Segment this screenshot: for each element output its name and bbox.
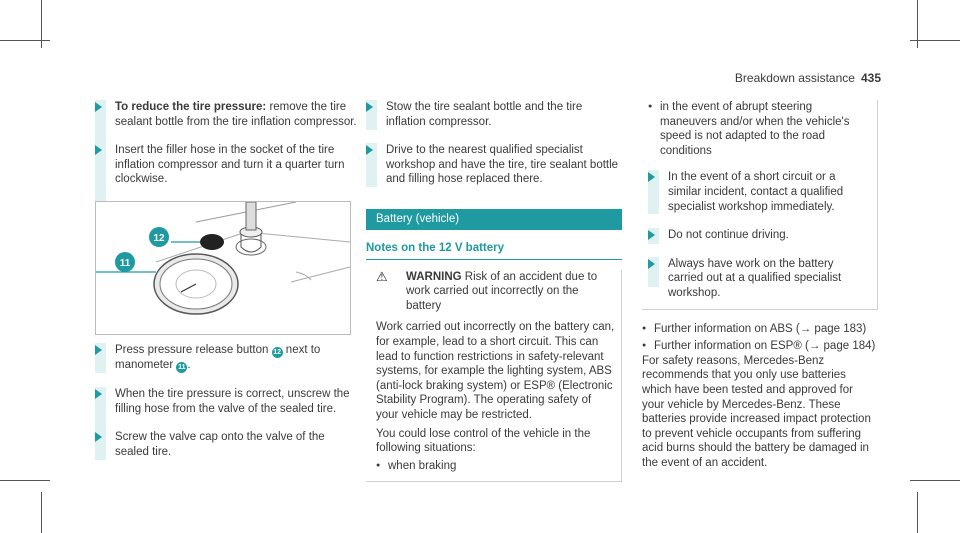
column-2	[366, 100, 622, 482]
step-arrow-icon	[648, 172, 655, 182]
step-text: Stow the tire sealant bottle and the tire inflation compressor.	[386, 101, 583, 128]
step-text: Do not continue driving.	[668, 229, 789, 242]
list-item: ● Further information on ESP® (→ page 184)	[642, 339, 878, 354]
column-1-lower	[95, 343, 357, 459]
step-text: Screw the valve cap onto the valve of the sealed tire.	[115, 431, 325, 458]
callout-badge: 12	[273, 349, 281, 356]
subsection-heading: Notes on the 12 V battery	[366, 241, 622, 260]
section-heading: Battery (vehicle)	[366, 209, 622, 230]
step	[95, 100, 357, 129]
step-arrow-icon	[95, 102, 102, 112]
step	[366, 143, 622, 187]
page-number: 435	[860, 71, 881, 85]
step-text: next to manometer	[115, 344, 321, 371]
callout-11-label: 11	[119, 258, 131, 269]
column-1	[95, 100, 357, 187]
step-text: Always have work on the battery carried out at a qualified specialist workshop.	[668, 257, 842, 299]
warning-label: WARNING	[406, 270, 462, 283]
step-text: In the event of a short circuit or a similar incident, contact a qualified specialist workshop immediately.	[668, 171, 844, 213]
step-arrow-icon	[95, 145, 102, 155]
step-arrow-icon	[648, 259, 655, 269]
step	[95, 387, 357, 416]
step-text: Drive to the nearest qualified specialist workshop and have the tire, tire sealant bottle and filling hose replaced there.	[386, 144, 619, 186]
list-item: ● in the event of abrupt steering maneuvers and/or when the vehicle's speed is not adapted to the road conditions	[648, 100, 867, 158]
page-header	[735, 71, 881, 85]
step-text: remove the tire sealant bottle from the tire inflation compressor.	[115, 101, 357, 128]
warning-title: Risk of an accident due to work carried out incorrectly on the battery	[406, 270, 598, 312]
step-arrow-icon	[648, 230, 655, 240]
list-item: ● when braking	[376, 459, 615, 474]
callout-badge: 11	[178, 364, 186, 371]
crop-mark	[0, 480, 50, 481]
step-arrow-icon	[366, 102, 373, 112]
crop-mark	[41, 492, 42, 533]
warning-body: Work carried out incorrectly on the battery can, for example, lead to a short circuit. This can lead to function restrictions in safety-relevant systems, for example the lighting system, ABS (anti-lock braking system) or ESP® (Electronic Stability Program). The operating safety of your vehicle may be restricted.	[376, 321, 615, 421]
step-text: Insert the filler hose in the socket of the tire inflation compressor and turn it a quarter turn clockwise.	[115, 144, 345, 186]
step	[366, 100, 622, 129]
step-text: When the tire pressure is correct, unscrew the filling hose from the valve of the sealed tire.	[115, 388, 350, 415]
crop-mark	[917, 0, 918, 48]
crop-mark	[917, 492, 918, 533]
step-arrow-icon	[95, 345, 102, 355]
warning-box-continued	[642, 100, 878, 310]
tire-compressor-figure	[95, 201, 351, 335]
step-bold: To reduce the tire pressure:	[115, 101, 267, 113]
step	[95, 343, 357, 373]
section-name: Breakdown assistance	[734, 71, 855, 85]
crop-mark	[910, 480, 960, 481]
warning-body: You could lose control of the vehicle in the following situations:	[376, 427, 591, 455]
crop-mark	[0, 40, 50, 41]
step	[648, 257, 867, 301]
warning-header	[366, 270, 615, 314]
step	[95, 430, 357, 459]
compressor-illustration	[96, 202, 350, 334]
warning-triangle-icon: ⚠	[376, 268, 388, 284]
step-arrow-icon	[95, 389, 102, 399]
step-arrow-icon	[95, 432, 102, 442]
release-button-shape	[200, 234, 224, 250]
paragraph: For safety reasons, Mercedes-Benz recommends that you only use batteries which have been tested and approved for your vehicle by Mercedes-Benz. These batteries provide increased impact protection to prevent vehicle occupants from suffering acid burns should the battery be damaged in the event of an accident.	[642, 354, 871, 469]
column-3	[642, 100, 878, 470]
callout-12-label: 12	[153, 233, 165, 244]
step-text: Press pressure release button	[115, 344, 272, 356]
step	[648, 228, 867, 243]
step-arrow-icon	[366, 145, 373, 155]
crop-mark	[41, 0, 42, 48]
step	[648, 170, 867, 214]
step-text: .	[187, 359, 191, 371]
warning-box	[366, 270, 622, 483]
step	[95, 143, 357, 187]
list-item: ● Further information on ABS (→ page 183)	[642, 322, 878, 337]
